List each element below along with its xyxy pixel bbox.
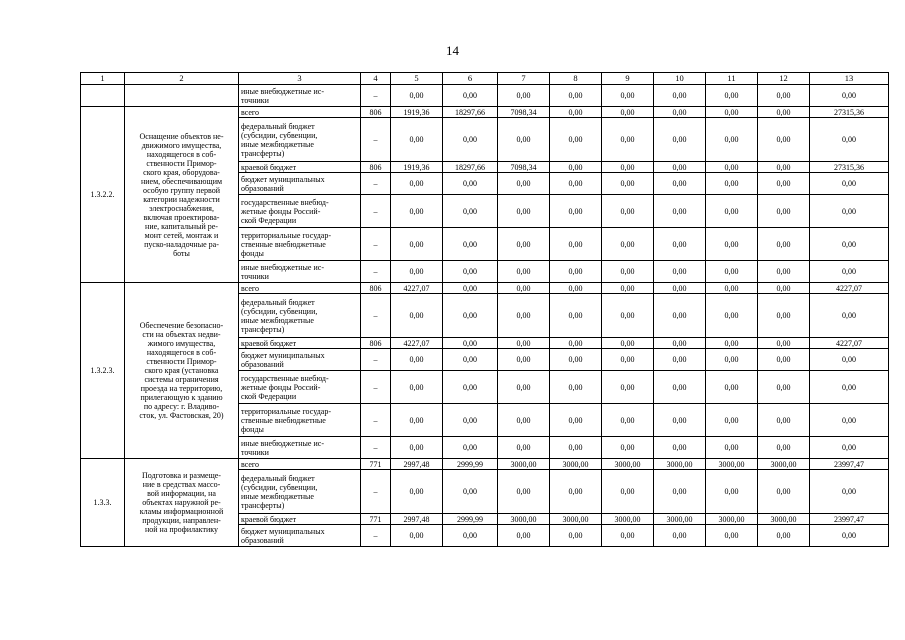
grbs-code: – [361, 404, 391, 437]
total-value: 0,00 [810, 349, 889, 371]
grbs-code: 806 [361, 162, 391, 173]
year-value: 0,00 [758, 470, 810, 514]
total-value: 0,00 [810, 228, 889, 261]
item-code: 1.3.2.3. [81, 283, 125, 459]
year-value: 0,00 [443, 283, 498, 294]
grbs-code: – [361, 525, 391, 547]
column-number: 7 [498, 73, 550, 85]
year-value: 0,00 [498, 294, 550, 338]
column-number: 10 [654, 73, 706, 85]
year-value: 0,00 [498, 118, 550, 162]
year-value: 0,00 [654, 349, 706, 371]
year-value: 0,00 [498, 525, 550, 547]
total-value: 0,00 [810, 371, 889, 404]
year-value: 0,00 [550, 404, 602, 437]
year-value: 0,00 [391, 85, 443, 107]
year-value: 0,00 [602, 349, 654, 371]
year-value: 4227,07 [391, 283, 443, 294]
total-value: 27315,36 [810, 107, 889, 118]
year-value: 7098,34 [498, 107, 550, 118]
year-value: 0,00 [654, 404, 706, 437]
table-row [81, 459, 889, 470]
column-number: 2 [125, 73, 239, 85]
grbs-code: 771 [361, 459, 391, 470]
funding-source: бюджет муниципальных образований [239, 525, 361, 547]
year-value: 0,00 [443, 85, 498, 107]
year-value: 0,00 [602, 195, 654, 228]
year-value: 0,00 [706, 228, 758, 261]
total-value: 0,00 [810, 118, 889, 162]
total-value: 0,00 [810, 195, 889, 228]
year-value: 0,00 [706, 107, 758, 118]
budget-table [80, 72, 889, 547]
year-value: 0,00 [391, 228, 443, 261]
funding-source: всего [239, 459, 361, 470]
funding-source: бюджет муниципальных образований [239, 173, 361, 195]
year-value: 2997,48 [391, 514, 443, 525]
year-value: 0,00 [602, 228, 654, 261]
year-value: 0,00 [758, 371, 810, 404]
funding-source: иные внебюджетные ис- точники [239, 85, 361, 107]
year-value: 0,00 [443, 195, 498, 228]
year-value: 0,00 [654, 437, 706, 459]
year-value: 0,00 [443, 294, 498, 338]
year-value: 0,00 [550, 107, 602, 118]
year-value: 0,00 [443, 470, 498, 514]
item-name [125, 85, 239, 107]
year-value: 0,00 [602, 162, 654, 173]
year-value: 0,00 [498, 228, 550, 261]
grbs-code: – [361, 118, 391, 162]
funding-source: иные внебюджетные ис- точники [239, 261, 361, 283]
table-row [81, 85, 889, 107]
year-value: 0,00 [654, 470, 706, 514]
total-value: 0,00 [810, 404, 889, 437]
year-value: 0,00 [602, 371, 654, 404]
total-value: 0,00 [810, 173, 889, 195]
funding-source: территориальные государ- ственные внебюджетные фонды [239, 228, 361, 261]
year-value: 4227,07 [391, 338, 443, 349]
year-value: 0,00 [443, 525, 498, 547]
year-value: 0,00 [550, 349, 602, 371]
year-value: 0,00 [654, 85, 706, 107]
year-value: 0,00 [550, 294, 602, 338]
year-value: 0,00 [654, 195, 706, 228]
funding-source: всего [239, 283, 361, 294]
year-value: 0,00 [654, 173, 706, 195]
year-value: 0,00 [602, 470, 654, 514]
year-value: 0,00 [602, 118, 654, 162]
year-value: 0,00 [391, 261, 443, 283]
year-value: 7098,34 [498, 162, 550, 173]
item-code [81, 85, 125, 107]
year-value: 0,00 [758, 107, 810, 118]
funding-source: государственные внебюд- жетные фонды Россий- ской Федерации [239, 371, 361, 404]
grbs-code: – [361, 261, 391, 283]
year-value: 0,00 [654, 338, 706, 349]
year-value: 0,00 [654, 261, 706, 283]
year-value: 0,00 [498, 85, 550, 107]
year-value: 0,00 [498, 437, 550, 459]
year-value: 0,00 [498, 195, 550, 228]
year-value: 0,00 [550, 173, 602, 195]
grbs-code: – [361, 470, 391, 514]
year-value: 0,00 [443, 261, 498, 283]
year-value: 0,00 [654, 107, 706, 118]
year-value: 0,00 [550, 162, 602, 173]
year-value: 0,00 [550, 118, 602, 162]
year-value: 0,00 [758, 294, 810, 338]
total-value: 23997,47 [810, 514, 889, 525]
year-value: 0,00 [758, 228, 810, 261]
item-name: Оснащение объектов не- движимого имущества, находящегося в соб- ственности Примор- ского края, оборудова- нием, обеспечивающим особую группу первой категории надежности электроснабжения, включая проектирова- ние, капитальный ре- монт сетей, монтаж и пуско-наладочные ра- боты [125, 107, 239, 283]
year-value: 3000,00 [706, 459, 758, 470]
year-value: 0,00 [550, 371, 602, 404]
grbs-code: 806 [361, 338, 391, 349]
total-value: 0,00 [810, 294, 889, 338]
column-number: 11 [706, 73, 758, 85]
year-value: 0,00 [654, 283, 706, 294]
year-value: 0,00 [758, 173, 810, 195]
year-value: 0,00 [654, 294, 706, 338]
funding-source: краевой бюджет [239, 514, 361, 525]
grbs-code: 806 [361, 107, 391, 118]
funding-source: всего [239, 107, 361, 118]
year-value: 0,00 [443, 338, 498, 349]
year-value: 0,00 [602, 261, 654, 283]
year-value: 18297,66 [443, 107, 498, 118]
year-value: 0,00 [602, 283, 654, 294]
year-value: 3000,00 [498, 514, 550, 525]
grbs-code: 806 [361, 283, 391, 294]
year-value: 0,00 [706, 470, 758, 514]
total-value: 27315,36 [810, 162, 889, 173]
year-value: 0,00 [391, 404, 443, 437]
year-value: 1919,36 [391, 162, 443, 173]
funding-source: бюджет муниципальных образований [239, 349, 361, 371]
grbs-code: – [361, 85, 391, 107]
column-number: 13 [810, 73, 889, 85]
year-value: 0,00 [706, 437, 758, 459]
column-number: 4 [361, 73, 391, 85]
year-value: 0,00 [758, 283, 810, 294]
year-value: 0,00 [758, 162, 810, 173]
total-value: 23997,47 [810, 459, 889, 470]
year-value: 0,00 [498, 371, 550, 404]
year-value: 3000,00 [602, 514, 654, 525]
year-value: 0,00 [443, 404, 498, 437]
column-number: 5 [391, 73, 443, 85]
year-value: 3000,00 [758, 459, 810, 470]
year-value: 0,00 [706, 525, 758, 547]
year-value: 18297,66 [443, 162, 498, 173]
year-value: 0,00 [602, 173, 654, 195]
year-value: 0,00 [550, 437, 602, 459]
year-value: 0,00 [391, 173, 443, 195]
year-value: 0,00 [706, 283, 758, 294]
year-value: 0,00 [706, 371, 758, 404]
year-value: 0,00 [550, 85, 602, 107]
year-value: 3000,00 [654, 514, 706, 525]
year-value: 0,00 [654, 371, 706, 404]
year-value: 0,00 [550, 525, 602, 547]
grbs-code: – [361, 173, 391, 195]
year-value: 0,00 [758, 349, 810, 371]
year-value: 0,00 [443, 228, 498, 261]
year-value: 0,00 [758, 437, 810, 459]
year-value: 0,00 [758, 118, 810, 162]
year-value: 0,00 [391, 371, 443, 404]
funding-source: краевой бюджет [239, 162, 361, 173]
year-value: 0,00 [602, 107, 654, 118]
year-value: 0,00 [443, 437, 498, 459]
grbs-code: – [361, 437, 391, 459]
year-value: 3000,00 [654, 459, 706, 470]
column-number: 8 [550, 73, 602, 85]
year-value: 0,00 [654, 118, 706, 162]
grbs-code: – [361, 371, 391, 404]
total-value: 0,00 [810, 261, 889, 283]
grbs-code: – [361, 195, 391, 228]
year-value: 0,00 [391, 470, 443, 514]
year-value: 0,00 [391, 437, 443, 459]
year-value: 3000,00 [602, 459, 654, 470]
year-value: 0,00 [758, 85, 810, 107]
year-value: 0,00 [654, 228, 706, 261]
year-value: 0,00 [654, 162, 706, 173]
year-value: 0,00 [758, 195, 810, 228]
year-value: 0,00 [602, 85, 654, 107]
column-number: 1 [81, 73, 125, 85]
year-value: 0,00 [706, 338, 758, 349]
year-value: 0,00 [498, 338, 550, 349]
year-value: 0,00 [550, 261, 602, 283]
year-value: 0,00 [498, 349, 550, 371]
year-value: 0,00 [706, 173, 758, 195]
total-value: 4227,07 [810, 338, 889, 349]
year-value: 0,00 [443, 349, 498, 371]
total-value: 0,00 [810, 525, 889, 547]
year-value: 0,00 [443, 173, 498, 195]
year-value: 0,00 [706, 118, 758, 162]
column-number: 6 [443, 73, 498, 85]
year-value: 2999,99 [443, 459, 498, 470]
year-value: 0,00 [391, 118, 443, 162]
year-value: 0,00 [758, 261, 810, 283]
year-value: 0,00 [391, 525, 443, 547]
year-value: 0,00 [391, 349, 443, 371]
item-name: Подготовка и размеще- ние в средствах массо- вой информации, на объектах наружной ре- кламы информационной продукции, направлен- ной на профилактику [125, 459, 239, 547]
year-value: 0,00 [498, 173, 550, 195]
item-name: Обеспечение безопасно- сти на объектах недви- жимого имущества, находящегося в соб- ственности Примор- ского края (установка системы ограничения проезда на территорию, прилегающую к зданию по адресу: г. Владиво- сток, ул. Фастовская, 20) [125, 283, 239, 459]
year-value: 3000,00 [758, 514, 810, 525]
year-value: 0,00 [654, 525, 706, 547]
year-value: 0,00 [443, 371, 498, 404]
year-value: 0,00 [550, 470, 602, 514]
total-value: 0,00 [810, 437, 889, 459]
year-value: 0,00 [602, 525, 654, 547]
grbs-code: – [361, 294, 391, 338]
table-row [81, 283, 889, 294]
funding-source: федеральный бюджет (субсидии, субвенции, иные межбюджетные трансферты) [239, 118, 361, 162]
year-value: 0,00 [498, 404, 550, 437]
grbs-code: 771 [361, 514, 391, 525]
year-value: 0,00 [391, 195, 443, 228]
year-value: 0,00 [550, 228, 602, 261]
funding-source: территориальные государ- ственные внебюджетные фонды [239, 404, 361, 437]
year-value: 0,00 [706, 85, 758, 107]
year-value: 3000,00 [550, 459, 602, 470]
total-value: 0,00 [810, 470, 889, 514]
year-value: 0,00 [602, 338, 654, 349]
column-number-row [81, 73, 889, 85]
column-number: 9 [602, 73, 654, 85]
year-value: 0,00 [706, 162, 758, 173]
year-value: 0,00 [498, 283, 550, 294]
item-code: 1.3.3. [81, 459, 125, 547]
year-value: 0,00 [758, 404, 810, 437]
table-row [81, 107, 889, 118]
table-body [81, 85, 889, 547]
year-value: 2999,99 [443, 514, 498, 525]
grbs-code: – [361, 228, 391, 261]
year-value: 0,00 [498, 261, 550, 283]
year-value: 0,00 [758, 525, 810, 547]
year-value: 0,00 [602, 294, 654, 338]
total-value: 0,00 [810, 85, 889, 107]
funding-source: иные внебюджетные ис- точники [239, 437, 361, 459]
year-value: 0,00 [602, 437, 654, 459]
year-value: 0,00 [550, 338, 602, 349]
year-value: 0,00 [498, 470, 550, 514]
year-value: 1919,36 [391, 107, 443, 118]
funding-source: федеральный бюджет (субсидии, субвенции, иные межбюджетные трансферты) [239, 294, 361, 338]
column-number: 3 [239, 73, 361, 85]
grbs-code: – [361, 349, 391, 371]
year-value: 2997,48 [391, 459, 443, 470]
year-value: 0,00 [443, 118, 498, 162]
year-value: 0,00 [391, 294, 443, 338]
year-value: 0,00 [758, 338, 810, 349]
year-value: 0,00 [550, 195, 602, 228]
year-value: 0,00 [706, 294, 758, 338]
year-value: 0,00 [706, 404, 758, 437]
year-value: 3000,00 [550, 514, 602, 525]
year-value: 0,00 [706, 349, 758, 371]
year-value: 0,00 [550, 283, 602, 294]
year-value: 0,00 [706, 195, 758, 228]
total-value: 4227,07 [810, 283, 889, 294]
item-code: 1.3.2.2. [81, 107, 125, 283]
page-number: 14 [446, 43, 459, 58]
year-value: 0,00 [706, 261, 758, 283]
year-value: 3000,00 [498, 459, 550, 470]
funding-source: краевой бюджет [239, 338, 361, 349]
column-number: 12 [758, 73, 810, 85]
year-value: 3000,00 [706, 514, 758, 525]
funding-source: государственные внебюд- жетные фонды Россий- ской Федерации [239, 195, 361, 228]
funding-source: федеральный бюджет (субсидии, субвенции, иные межбюджетные трансферты) [239, 470, 361, 514]
year-value: 0,00 [602, 404, 654, 437]
